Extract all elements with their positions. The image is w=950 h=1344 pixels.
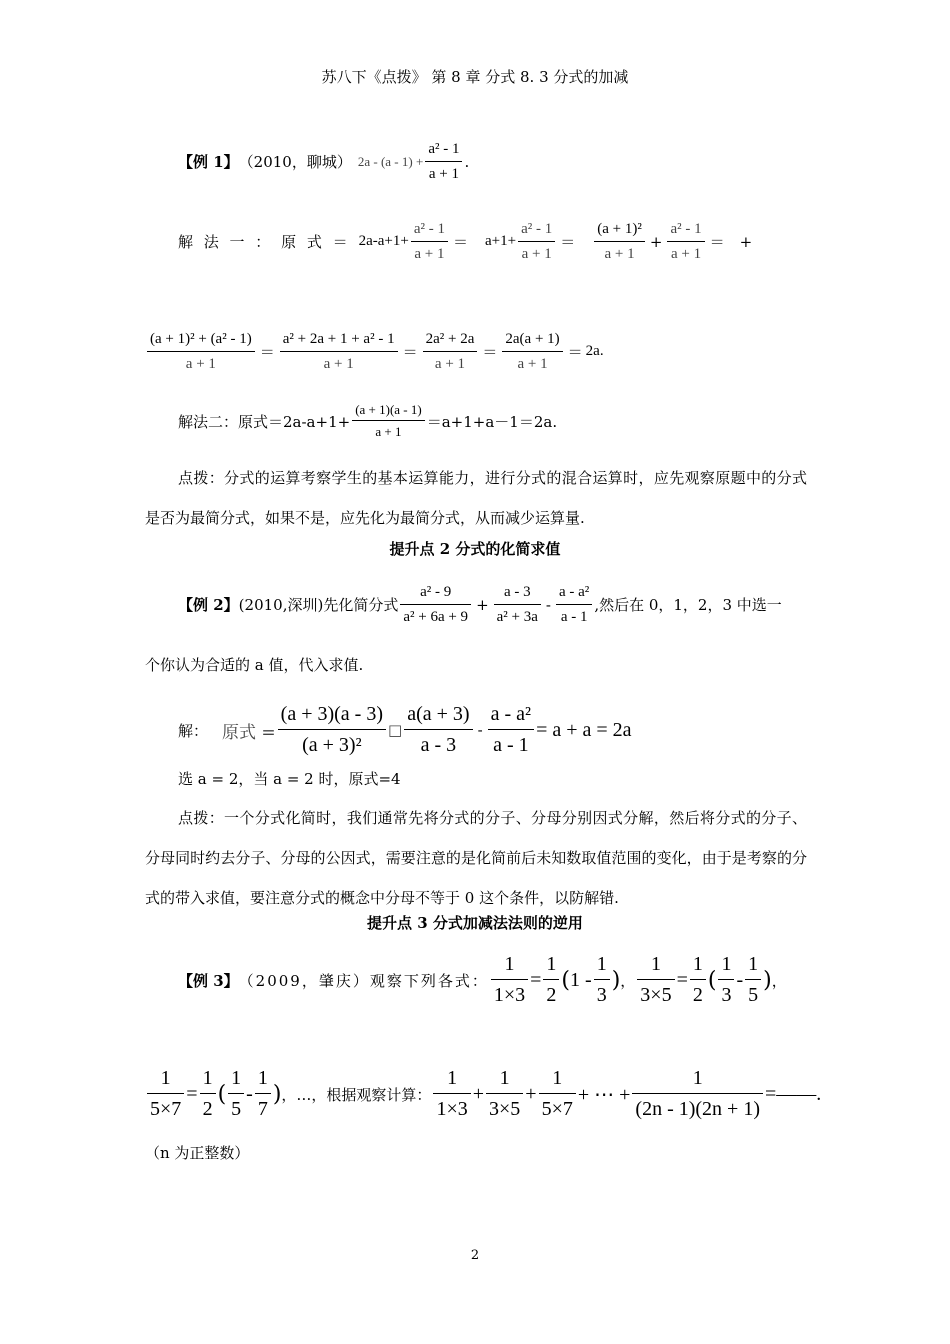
ex2-frac-2: $\frac{a - 3}{\text{a² + 3a}}$ (494, 583, 541, 627)
ex3-source: （2009，肇庆）观察下列各式： (238, 971, 489, 990)
ex3-half: $\frac{1}{2}$ (543, 952, 559, 1008)
right-paren: ) (763, 967, 772, 993)
plus: + (476, 595, 489, 614)
page-number: 2 (470, 1248, 480, 1263)
sol2-end: ＝a+1+a－1＝2a. (426, 412, 558, 431)
ex2-sol-frac-2: $\frac{a(a + 3)}{a - 3}$ (404, 702, 472, 758)
comma: ， (771, 971, 787, 990)
eq: ＝ (482, 343, 498, 362)
ex1-label: 【例 1】 (178, 153, 239, 172)
sum-frac-13: $\frac{1}{1\times 3}$ (433, 1066, 470, 1122)
ex2-tail: ,然后在 0，1，2，3 中选一 (594, 596, 782, 615)
ex2-tip: 点拨：一个分式化简时，我们通常先将分式的分子、分母分别因式分解，然后将分式的分子、分母同时约去分子、分母的公因式，需要注意的是化简前后未知数取值范围的变化，由于是考察的分式的带入求值，要注意分式的概念中分母不等于 0 这个条件，以防解错. (145, 809, 807, 907)
left-paren: ( (707, 967, 717, 993)
ex3-frac-13: $\frac{1}{1\times 3}$ (491, 952, 528, 1008)
ex2-source: (2010,深圳)先化简分式 (238, 596, 399, 615)
comma: ， (620, 971, 636, 990)
ex3-frac-57: $\frac{1}{5\times 7}$ (147, 1066, 184, 1122)
ex3-half: $\frac{1}{2}$ (690, 952, 706, 1008)
eq: ＝ (560, 233, 576, 252)
page-header: 苏八下《点拨》 第 8 章 分式 8. 3 分式的加减 (321, 68, 629, 86)
sum-frac-35: $\frac{1}{3\times 5}$ (486, 1066, 523, 1122)
right-paren: ) (272, 1081, 282, 1107)
plus: + (525, 1082, 537, 1105)
sol2-frac: $\frac{(a + 1)(a - 1)}{a + 1}$ (352, 402, 425, 441)
ex3-tail: ，…，根据观察计算： (281, 1085, 432, 1104)
ex2-statement (178, 583, 782, 627)
ex2-frac-1: $\frac{\text{a² - 9}}{\text{a² + 6a + 9}}$ (400, 583, 471, 627)
eq: ＝ (259, 343, 275, 362)
ex3-fifth: $\frac{1}{5}$ (228, 1066, 244, 1122)
sum-frac-57: $\frac{1}{5\times 7}$ (539, 1066, 576, 1122)
sol2-label: 解法二：原式＝2a-a+1+ (178, 412, 351, 431)
ex3-half: $\frac{1}{2}$ (200, 1066, 216, 1122)
sol1-frac-1: $\frac{\text{a² - 1}}{a + 1}$ (411, 220, 448, 264)
line2-frac-3: $\frac{\text{2a² + 2a}}{a + 1}$ (423, 330, 478, 374)
eq: ＝ (567, 343, 583, 362)
ex1-source: （2010，聊城） (238, 153, 352, 172)
line2-frac-4: $\frac{2a(a + 1)}{a + 1}$ (502, 330, 562, 374)
ex3-line2 (145, 1066, 821, 1122)
ex2-line2: 个你认为合适的 a 值，代入求值. (145, 656, 364, 674)
sol1-b: a+1+ (485, 233, 517, 250)
ex3-label: 【例 3】 (178, 971, 239, 990)
minus: - (545, 595, 551, 614)
sum-frac-general: $\frac{1}{(2n - 1)(2n + 1)}$ (632, 1066, 763, 1122)
ex3-statement (178, 952, 787, 1008)
ex2-yuanshi: 原式 = (222, 722, 276, 743)
eq: = (676, 968, 688, 991)
left-paren: ( (561, 967, 571, 993)
eq: = (186, 1082, 198, 1105)
ex3-note: （n 为正整数） (145, 1144, 250, 1162)
plus: + (649, 232, 663, 251)
ex2-sol-frac-1: $\frac{(a + 3)(a - 3)}{\text{(a + 3)²}}$ (278, 702, 386, 758)
ex2-choose: 选 a = 2，当 a = 2 时，原式=4 (178, 770, 401, 788)
line2-end: 2a. (585, 343, 604, 360)
section3-title: 提升点 3 分式加减法法则的逆用 (367, 914, 583, 932)
box-glyph: □ (388, 721, 403, 739)
ex3-answer: =——. (765, 1082, 822, 1105)
ex3-third: $\frac{1}{3}$ (594, 952, 610, 1008)
line2-frac-1: $\frac{\text{(a + 1)² + (a² - 1)}}{a + 1}$ (147, 330, 255, 374)
sol1-frac-4: $\frac{\text{a² - 1}}{a + 1}$ (667, 220, 704, 264)
ex1-statement (178, 140, 469, 184)
eq: ＝ (453, 233, 469, 252)
sol1-a: 2a-a+1+ (358, 233, 409, 250)
ex2-sol-label: 解： (178, 721, 209, 740)
ex1-expr-prefix: 2a - (a - 1) + (357, 153, 424, 169)
minus: - (477, 721, 483, 739)
ex2-sol-frac-3: $\frac{\text{a - a²}}{a - 1}$ (488, 702, 534, 758)
ex2-solution (178, 702, 632, 758)
ex3-frac-35: $\frac{1}{3\times 5}$ (637, 952, 674, 1008)
ex1-solution2 (178, 402, 557, 441)
ex2-frac-3: $\frac{\text{a - a²}}{a - 1}$ (556, 583, 592, 627)
trailing-plus: + (739, 232, 753, 251)
ex1-expr-end: . (464, 152, 470, 171)
plus: + (472, 1082, 484, 1105)
ex1-expr-frac: $\frac{\text{a² - 1}}{a + 1}$ (425, 140, 462, 184)
eq: = (530, 968, 542, 991)
ex3-third: $\frac{1}{3}$ (718, 952, 734, 1008)
ex3-fifth: $\frac{1}{5}$ (745, 952, 761, 1008)
left-paren: ( (217, 1081, 227, 1107)
eq: ＝ (709, 233, 725, 252)
right-paren: ) (611, 967, 621, 993)
section2-title: 提升点 2 分式的化简求值 (389, 540, 561, 558)
minus: - (736, 968, 744, 991)
sol1-label: 解 法 一 ： 原 式 ＝ (178, 233, 351, 252)
sol1-frac-2: $\frac{\text{a² - 1}}{a + 1}$ (518, 220, 555, 264)
eq: ＝ (402, 343, 418, 362)
ex1-solution1-line2 (145, 330, 604, 374)
ex2-label: 【例 2】 (178, 596, 239, 615)
minus: - (246, 1082, 253, 1105)
one-minus: 1 - (570, 968, 592, 991)
ex1-solution1-line1 (178, 220, 752, 264)
dots: + ⋯ + (577, 1083, 631, 1106)
sol1-frac-3: $\frac{\text{(a + 1)²}}{a + 1}$ (594, 220, 645, 264)
line2-frac-2: $\frac{\text{a² + 2a + 1 + a² - 1}}{a + 1}$ (280, 330, 398, 374)
ex3-seventh: $\frac{1}{7}$ (255, 1066, 271, 1122)
ex1-tip: 点拨：分式的运算考察学生的基本运算能力，进行分式的混合运算时，应先观察原题中的分式是否为最简分式，如果不是，应先化为最简分式，从而减少运算量. (145, 469, 807, 527)
ex2-sol-end: = a + a = 2a (536, 718, 632, 741)
